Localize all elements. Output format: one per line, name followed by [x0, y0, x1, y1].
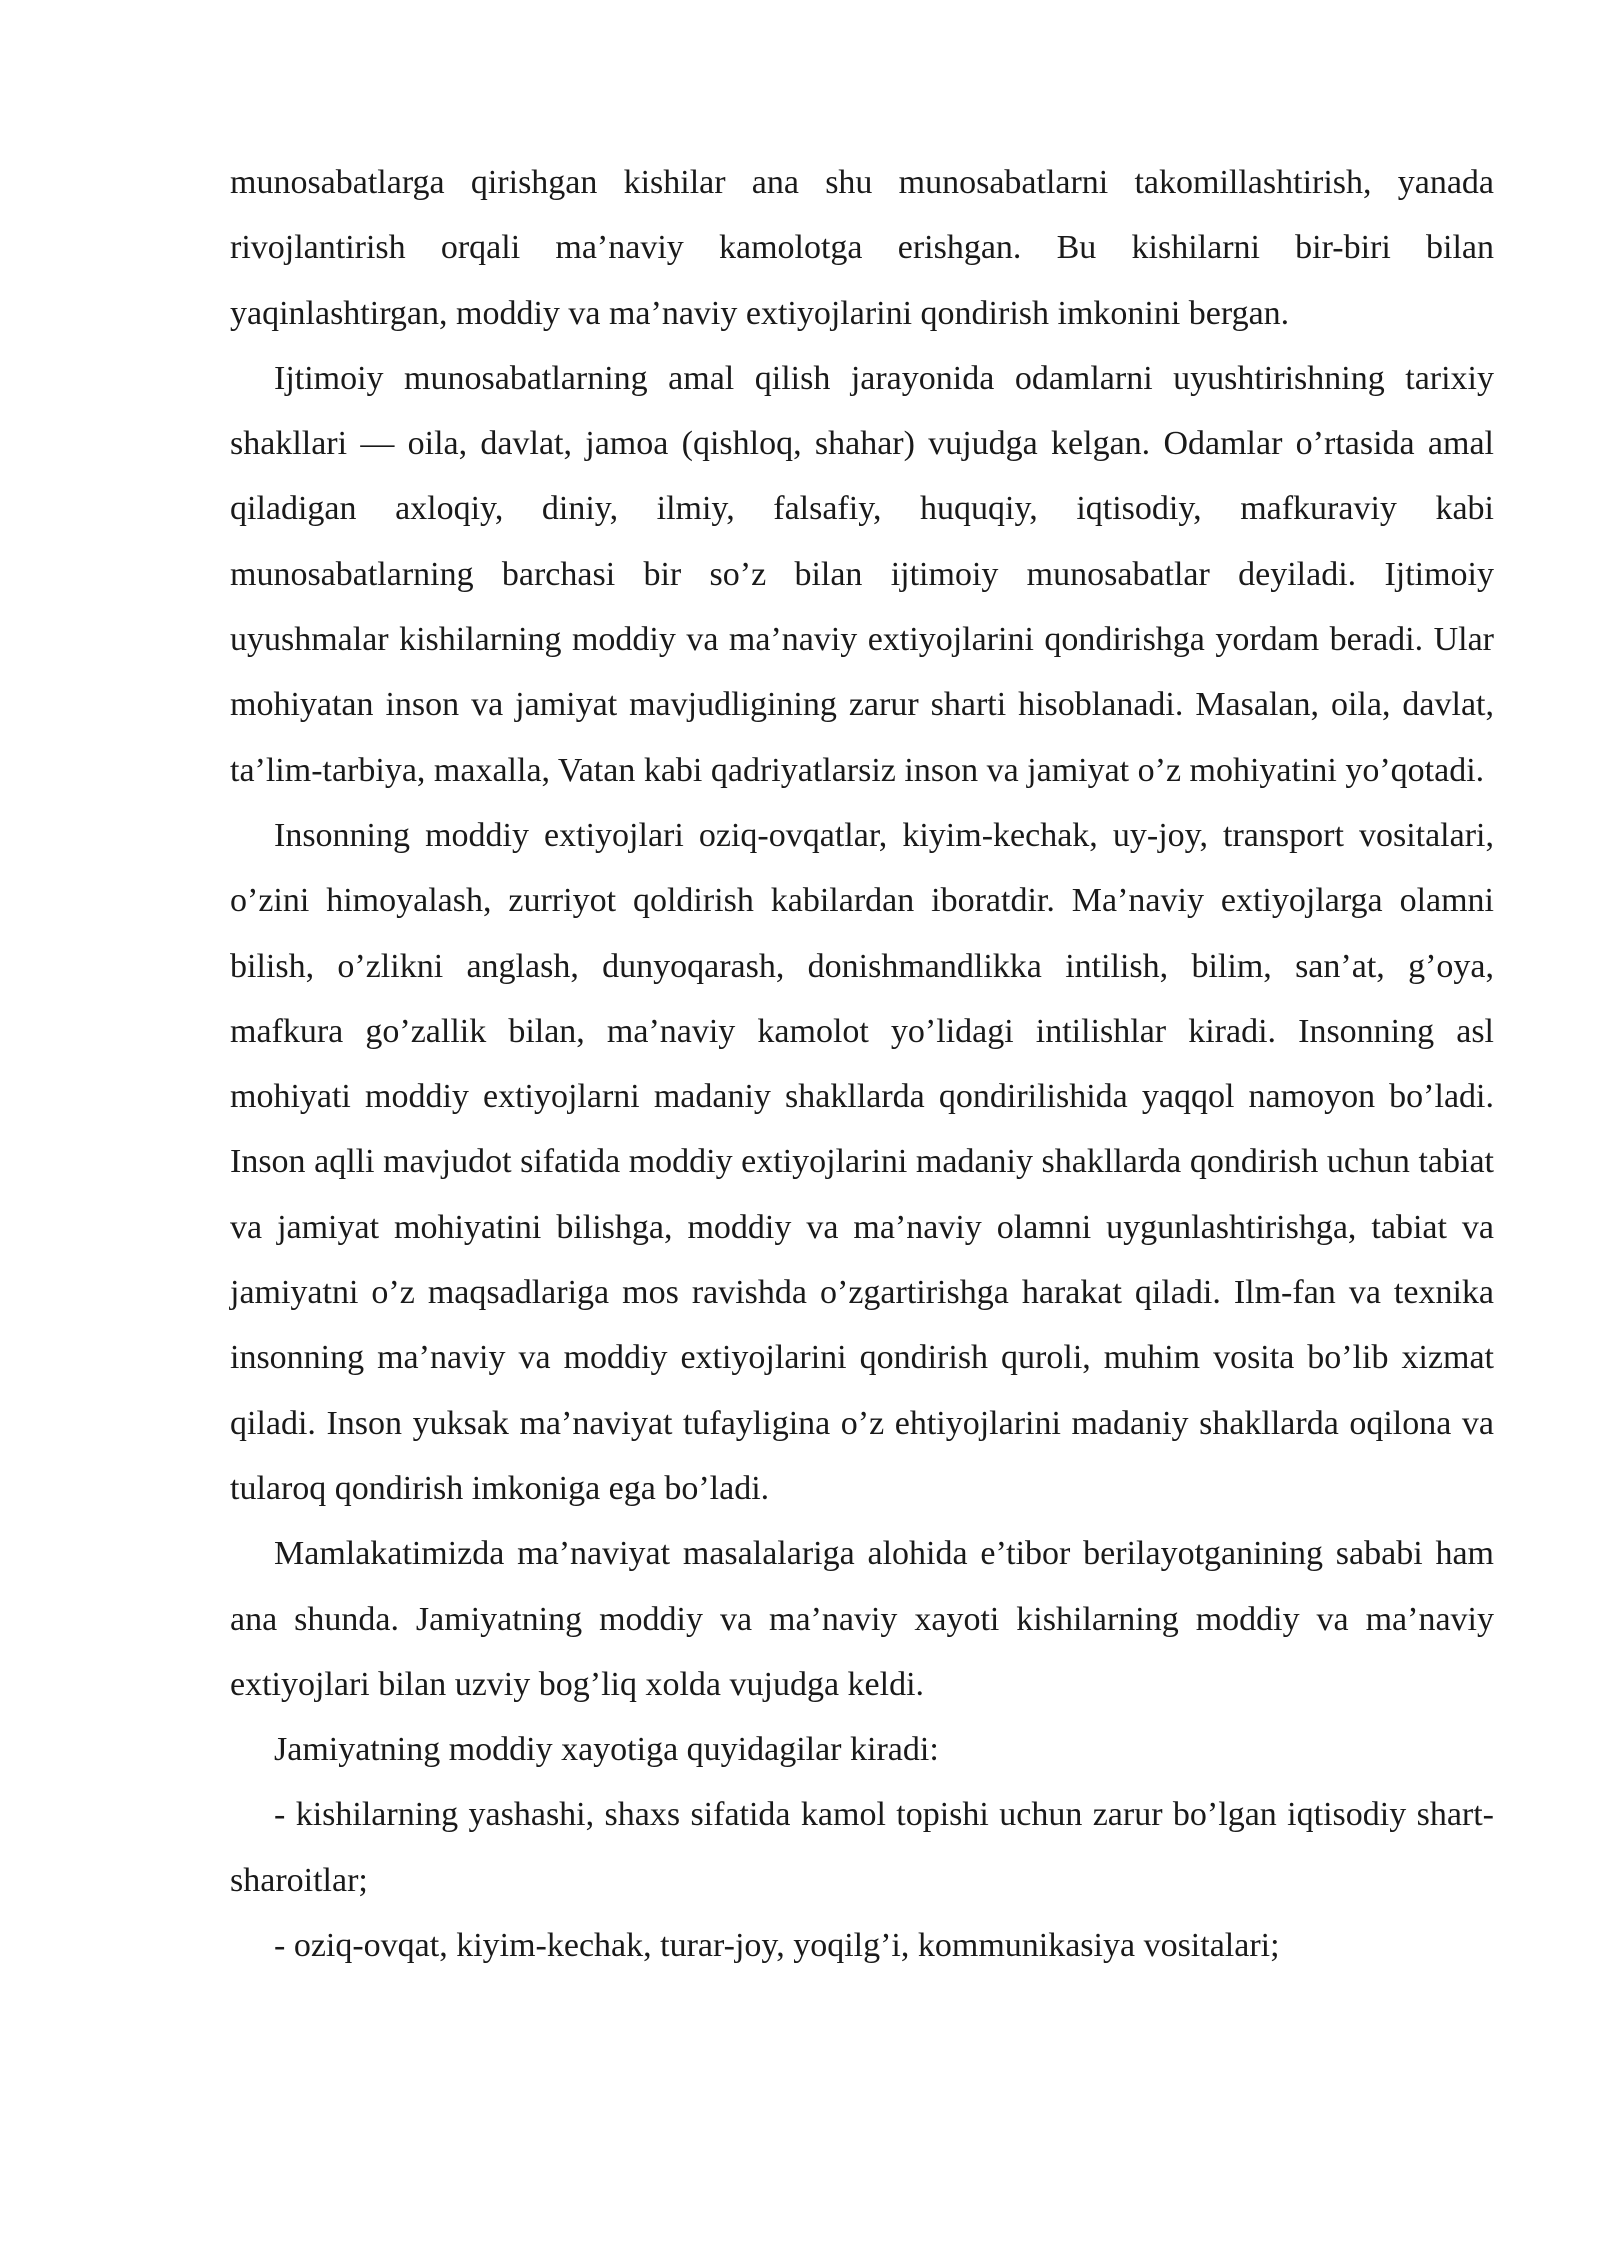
- list-item: - oziq-ovqat, kiyim-kechak, turar-joy, yoqilg’i, kommunikasiya vositalari;: [274, 1927, 1280, 1965]
- list-item: - kishilarning yashashi, shaxs sifatida kamol topishi uchun zarur bo’lgan iqtisodiy shart-sharoitlar;: [230, 1796, 1494, 1899]
- body-text: [230, 150, 1494, 1978]
- paragraph-list-intro: Jamiyatning moddiy xayotiga quyidagilar kiradi:: [274, 1731, 939, 1769]
- paragraph-continuation: munosabatlarga qirishgan kishilar ana shu munosabatlarni takomillashtirish, yanada rivojlantirish orqali ma’naviy kamolotga erishgan. Bu kishilarni bir-biri bilan yaqinlashtirgan, moddiy va ma’naviy extiyojlarini qondirish imkonini bergan.: [230, 164, 1494, 332]
- paragraph-social-relations: Ijtimoiy munosabatlarning amal qilish jarayonida odamlarni uyushtirishning tarixiy shakllari — oila, davlat, jamoa (qishloq, shahar) vujudga kelgan. Odamlar o’rtasida amal qiladigan axloqiy, diniy, ilmiy, falsafiy, huquqiy, iqtisodiy, mafkuraviy kabi munosabatlarning barchasi bir so’z bilan ijtimoiy munosabatlar deyiladi. Ijtimoiy uyushmalar kishilarning moddiy va ma’naviy extiyojlarini qondirishga yordam beradi. Ular mohiyatan inson va jamiyat mavjudligining zarur sharti hisoblanadi. Masalan, oila, davlat, ta’lim-tarbiya, maxalla, Vatan kabi qadriyatlarsiz inson va jamiyat o’z mohiyatini yo’qotadi.: [230, 359, 1494, 789]
- paragraph-spirituality: Mamlakatimizda ma’naviyat masalalariga alohida e’tibor berilayotganining sababi ham ana shunda. Jamiyatning moddiy va ma’naviy xayoti kishilarning moddiy va ma’naviy extiyojlari bilan uzviy bog’liq xolda vujudga keldi.: [230, 1535, 1494, 1703]
- paragraph-needs: Insonning moddiy extiyojlari oziq-ovqatlar, kiyim-kechak, uy-joy, transport vositalari, o’zini himoyalash, zurriyot qoldirish kabilardan iboratdir. Ma’naviy extiyojlarga olamni bilish, o’zlikni anglash, dunyoqarash, donishmandlikka intilish, bilim, san’at, g’oya, mafkura go’zallik bilan, ma’naviy kamolot yo’lidagi intilishlar kiradi. Insonning asl mohiyati moddiy extiyojlarni madaniy shakllarda qondirilishida yaqqol namoyon bo’ladi. Inson aqlli mavjudot sifatida moddiy extiyojlarini madaniy shakllarda qondirish uchun tabiat va jamiyat mohiyatini bilishga, moddiy va ma’naviy olamni uygunlashtirishga, tabiat va jamiyatni o’z maqsadlariga mos ravishda o’zgartirishga harakat qiladi. Ilm-fan va texnika insonning ma’naviy va moddiy extiyojlarini qondirish quroli, muhim vosita bo’lib xizmat qiladi. Inson yuksak ma’naviyat tufayligina o’z ehtiyojlarini madaniy shakllarda oqilona va tularoq qondirish imkoniga ega bo’ladi.: [230, 816, 1494, 1507]
